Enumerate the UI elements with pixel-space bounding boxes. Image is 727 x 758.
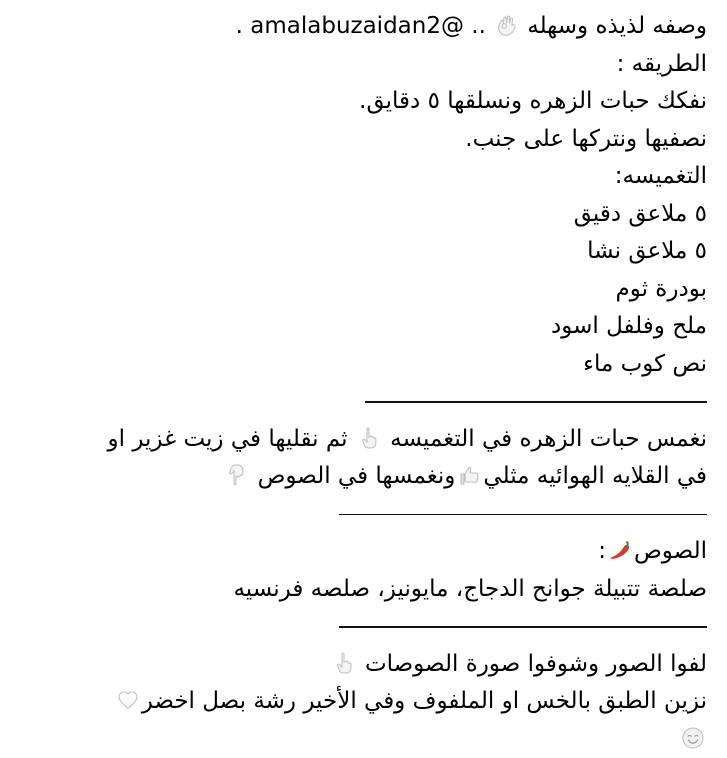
frying-line	[20, 458, 707, 496]
frying-text: في القلايه الهوائيه مثلي	[483, 463, 707, 489]
sauce-list: صلصة تتبيلة جوانح الدجاج، مايونيز، صلصه فرنسيه	[20, 571, 707, 609]
ingredient-line: بودرة ثوم	[20, 271, 707, 309]
ingredient-line: ٥ ملاعق دقيق	[20, 196, 707, 234]
pointing-up-icon	[332, 651, 356, 675]
closing-emoji-line	[20, 721, 707, 758]
closing-line	[20, 646, 707, 684]
step-line: نفكك حبات الزهره ونسلقها ٥ دقايق.	[20, 83, 707, 121]
ok-hand-icon	[495, 13, 519, 37]
ingredient-line: ملح وفلفل اسود	[20, 308, 707, 346]
hot-pepper-icon	[608, 538, 632, 562]
thumbs-up-icon	[457, 463, 481, 487]
sauce-heading-text: الصوص	[634, 538, 707, 564]
sauce-colon: :	[598, 538, 606, 564]
closing-text: لفوا الصور وشوفوا صورة الصوصات	[365, 651, 707, 677]
frying-text: ونغمسها في الصوص	[258, 463, 456, 489]
divider	[20, 608, 707, 646]
author-handle[interactable]: amalabuzaidan2@	[250, 13, 464, 39]
ingredient-line: ٥ ملاعق نشا	[20, 233, 707, 271]
smiling-face-icon	[681, 726, 705, 750]
recipe-title: وصفه لذيذه وسهله	[527, 13, 707, 39]
closing-text: نزين الطبق بالخس او الملفوف وفي الأخير رشة بصل اخضر	[142, 688, 707, 714]
method-heading: الطريقه :	[20, 46, 707, 84]
post-header	[20, 8, 707, 46]
step-line: نصفيها ونتركها على جنب.	[20, 121, 707, 159]
frying-line	[20, 421, 707, 459]
batter-heading: التغميسه:	[20, 158, 707, 196]
frying-text: نغمس حبات الزهره في التغميسه	[390, 426, 707, 452]
sauce-heading	[20, 533, 707, 571]
pointing-up-icon	[357, 426, 381, 450]
pointing-down-icon	[224, 463, 248, 487]
header-middle: ..	[464, 13, 493, 39]
white-heart-icon	[116, 688, 140, 712]
ingredient-line: نص كوب ماء	[20, 346, 707, 384]
divider	[20, 383, 707, 421]
header-prefix: .	[236, 13, 251, 39]
closing-line	[20, 683, 707, 721]
divider	[20, 496, 707, 534]
frying-text: ثم نقليها في زيت غزير او	[108, 426, 348, 452]
